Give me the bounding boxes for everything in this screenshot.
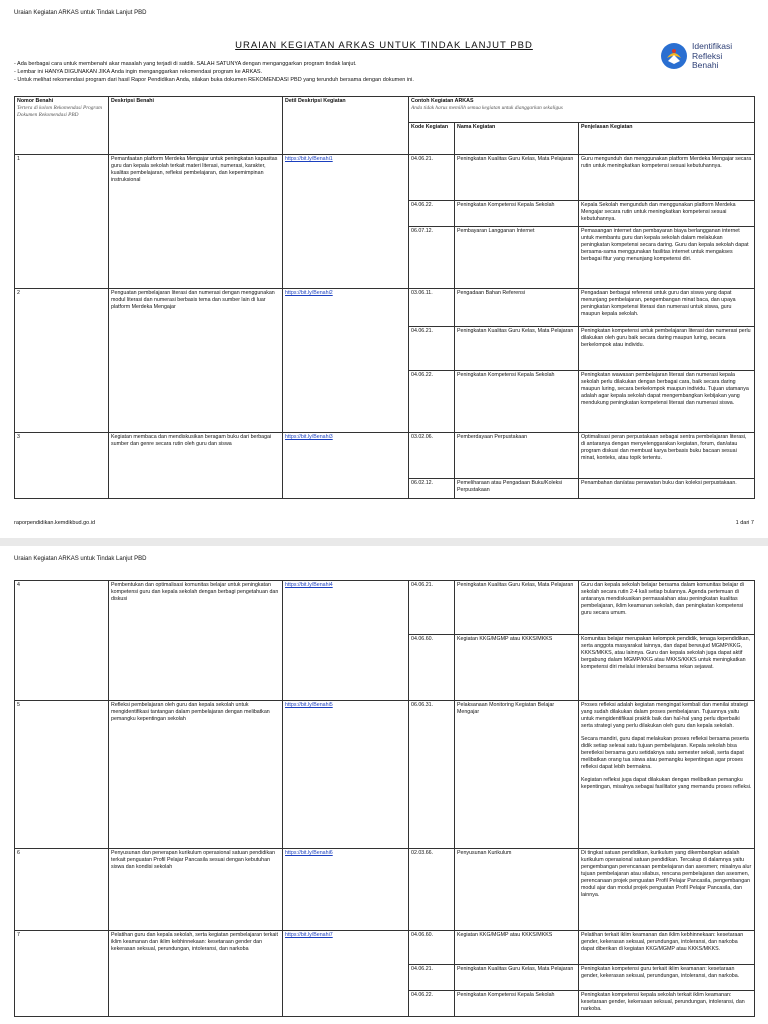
kode-kegiatan: 04.06.22. [409, 991, 455, 1017]
penjelasan-kegiatan: Penambahan dan/atau perawatan buku dan koleksi perpustakaan. [579, 479, 755, 499]
logo-line-refleksi: Refleksi [692, 50, 723, 61]
penjelasan-paragraph: Secara mandiri, guru dapat melakukan proses refleksi bersama peserta didik setiap selesai satu tujuan pembelajaran. Kepala sekolah bisa beretleksi bersama guru setidaknya satu semester sekali, serta dapat melibatkan orang tua siswa atau pemangku kepentingan agar proses refleksi dapat lebih bermakna. [581, 736, 749, 770]
table-row [15, 155, 755, 201]
footer-page-number: 1 dari 7 [735, 520, 754, 526]
header-nomor-benahi: Nomor Benahi Tertera di kolom Rekomendasi Program Dokumen Rekomendasi PBD [15, 97, 109, 155]
table-row [15, 433, 755, 479]
intro-bullet: - Ada berbagai cara untuk membenahi akar masalah yang terjadi di satdik. SALAH SATUNYA dengan menganggarkan program tindak lanjut. [14, 61, 357, 67]
nama-kegiatan: Pelaksanaan Monitoring Kegiatan Belajar Mengajar [455, 701, 579, 849]
nama-kegiatan: Peningkatan Kualitas Guru Kelas, Mata Pelajaran [455, 965, 579, 991]
benahi-description: Penyusunan dan penerapan kurikulum operasional satuan pendidikan terkait penguatan Profil Pelajar Pancasila sesuai dengan kebutuhan siswa dan kondisi sekolah [109, 849, 283, 931]
footer-url: raporpendidikan.kemdikbud.go.id [14, 520, 96, 526]
penjelasan-paragraph: Proses refleksi adalah kegiatan mengingat kembali dan menilai strategi yang sudah dilakukan dalam proses pembelajaran. Tujuannya yaitu untuk mengidentifikasi praktik baik dan hal-hal yang perlu diperbaiki serta strategi yang perlu dilakukan oleh guru dan kepala sekolah. [581, 702, 748, 729]
running-header: Uraian Kegiatan ARKAS untuk Tindak Lanjut PBD [14, 10, 147, 16]
penjelasan-kegiatan: Peningkatan kompetensi untuk pembelajaran literasi dan numerasi perlu dilakukan oleh guru baik secara daring maupun luring, secara berkelompok atau individu. [579, 327, 755, 371]
benahi-1-link[interactable]: https://bit.ly/Benahi1 [285, 156, 333, 162]
nama-kegiatan: Pemberdayaan Perpustakaan [455, 433, 579, 479]
benahi-3-link[interactable]: https://bit.ly/Benahi3 [285, 434, 333, 440]
benahi-table-page-2 [14, 580, 755, 1017]
penjelasan-kegiatan: Pengadaan berbagai referensi untuk guru dan siswa yang dapat menunjang pembelajaran, pengembangan minat baca, dan upaya peningkatan kompetensi literasi dan numerasi untuk siswa, guru maupun kepala sekolah. [579, 289, 755, 327]
header-penjelasan-kegiatan: Penjelasan Kegiatan [579, 123, 755, 155]
benahi-description: Pembentukan dan optimalisasi komunitas belajar untuk peningkatan kompetensi guru dan kepala sekolah dengan berbagi pengetahuan dan diskusi [109, 581, 283, 701]
benahi-description: Refleksi pembelajaran oleh guru dan kepala sekolah untuk mengidentifikasi tantangan dalam pembelajaran dengan melibatkan pemangku kepentingan sekolah [109, 701, 283, 849]
penjelasan-kegiatan [579, 701, 755, 849]
kode-kegiatan: 04.06.21. [409, 327, 455, 371]
kode-kegiatan: 04.06.22. [409, 371, 455, 433]
penjelasan-kegiatan: Di tingkat satuan pendidikan, kurikulum yang dikembangkan adalah kurikulum operasional satuan pendidikan. Tercakup di dalamnya yaitu pengembangan perencanaan pembelajaran dan asesmen; misalnya alur tujuan pembelajaran atau silabus, rencana pembelajaran dan asesmen, perencanaan projek penguatan Profil Pelajar Pancasila, pengembangan modul ajar dan modul projek penguatan Profil Pelajar Pancasila, dan lainnya. [579, 849, 755, 931]
logo-mark-icon [660, 42, 688, 70]
kode-kegiatan: 03.06.11. [409, 289, 455, 327]
kode-kegiatan: 04.06.21. [409, 965, 455, 991]
kode-kegiatan: 06.07.12. [409, 227, 455, 289]
benahi-4-link[interactable]: https://bit.ly/Benahi4 [285, 582, 333, 588]
header-detil-deskripsi: Detil Deskripsi Kegiatan [283, 97, 409, 155]
nama-kegiatan: Kegiatan KKG/MGMP atau KKKS/MKKS [455, 931, 579, 965]
benahi-description: Pemanfaatan platform Merdeka Mengajar untuk peningkatan kapasitas guru dan kepala sekolah terkait materi literasi, numerasi, karakter, kualitas pembelajaran, refleksi pembelajaran, dan kepemimpinan instruksional [109, 155, 283, 289]
nama-kegiatan: Peningkatan Kualitas Guru Kelas, Mata Pelajaran [455, 327, 579, 371]
logo-text [692, 42, 732, 71]
intro-bullet: - Untuk melihat rekomendasi program dari hasil Rapor Pendidikan Anda, silakan buka dokumen REKOMENDASI PBD yang terunduh bersama dengan dokumen ini. [14, 77, 414, 83]
benahi-table-page-1 [14, 96, 755, 499]
benahi-number: 6 [15, 849, 109, 931]
benahi-number: 7 [15, 931, 109, 1017]
benahi-number: 5 [15, 701, 109, 849]
benahi-description: Kegiatan membaca dan mendiskusikan beragam buku dari berbagai sumber dan genre secara rutin oleh guru dan siswa [109, 433, 283, 499]
kode-kegiatan: 04.06.60. [409, 635, 455, 701]
logo-line-identifikasi: Identifikasi [692, 41, 733, 51]
document-page-2 [0, 546, 768, 1024]
kode-kegiatan: 04.06.21. [409, 155, 455, 201]
penjelasan-kegiatan: Peningkatan kompetensi kepala sekolah terkait iklim keamanan: kesetaraan gender, kekerasan seksual, perundungan, intoleransi, dan narkoba. [579, 991, 755, 1017]
nama-kegiatan: Peningkatan Kualitas Guru Kelas, Mata Pelajaran [455, 581, 579, 635]
header-deskripsi-benahi: Deskripsi Benahi [109, 97, 283, 155]
kode-kegiatan: 06.06.31. [409, 701, 455, 849]
nama-kegiatan: Penyusunan Kurikulum [455, 849, 579, 931]
benahi-description: Penguatan pembelajaran literasi dan numerasi dengan menggunakan modul literasi dan numerasi berbasis tema dan sumber lain di luar platform Merdeka Mengajar [109, 289, 283, 433]
benahi-description: Pelatihan guru dan kepala sekolah, serta kegiatan pembelajaran terkait iklim keamanan dan iklim kebhinnekaan: kesetaraan gender dan kekerasan seksual, perundungan, intoleransi, dan narkoba [109, 931, 283, 1017]
benahi-5-link[interactable]: https://bit.ly/Benahi5 [285, 702, 333, 708]
nama-kegiatan: Pembayaran Langganan Internet [455, 227, 579, 289]
penjelasan-kegiatan: Kepala Sekolah mengunduh dan menggunakan platform Merdeka Mengajar secara rutin untuk meningkatkan kompetensi sesuai kebutuhannya. [579, 201, 755, 227]
benahi-number: 3 [15, 433, 109, 499]
penjelasan-kegiatan: Guru dan kepala sekolah belajar bersama dalam komunitas belajar di sekolah secara rutin 2-4 kali setiap bulannya. Agenda pertemuan di antaranya mendiskusikan permasalahan atau peningkatan kualitas pembelajaran, iklim keamanan sekolah, dan peningkatan kompetensi guru secara umum. [579, 581, 755, 635]
penjelasan-kegiatan: Komunitas belajar merupakan kelompok pendidik, tenaga kependidikan, serta anggota masyarakat lainnya, dan dapat berwujud MGMP/KKG, KKKS/MKKS, atau lainnya. Guru dan kepala sekolah juga dapat aktif bergabung dalam MGMP/KKG atau MKKS/KKKS untuk meningkatkan kompetensi diri melalui interaksi bersama rekan sejawat. [579, 635, 755, 701]
nama-kegiatan: Peningkatan Kualitas Guru Kelas, Mata Pelajaran [455, 155, 579, 201]
nama-kegiatan: Peningkatan Kompetensi Kepala Sekolah [455, 371, 579, 433]
intro-bullet: - Lembar ini HANYA DIGUNAKAN JIKA Anda ingin menganggarkan rekomendasi program ke ARKAS. [14, 69, 263, 75]
intro-bullets [14, 60, 654, 84]
nama-kegiatan: Pemeliharaan atau Pengadaan Buku/Koleksi Perpustakaan [455, 479, 579, 499]
penjelasan-paragraph: Kegiatan refleksi juga dapat dilakukan dengan melibatkan pemangku kepentingan, misalnya sebagai fasilitator yang memandu proses refleksi. [581, 777, 752, 790]
benahi-2-link[interactable]: https://bit.ly/Benahi2 [285, 290, 333, 296]
kode-kegiatan: 03.02.06. [409, 433, 455, 479]
kode-kegiatan: 06.02.12. [409, 479, 455, 499]
table-row [15, 289, 755, 327]
kode-kegiatan: 02.03.66. [409, 849, 455, 931]
penjelasan-kegiatan: Peningkatan kompetensi guru terkait iklim keamanan: kesetaraan gender, kekerasan seksual, perundungan, intoleransi, dan narkoba. [579, 965, 755, 991]
header-nama-kegiatan: Nama Kegiatan [455, 123, 579, 155]
table-row [15, 581, 755, 635]
benahi-number: 2 [15, 289, 109, 433]
penjelasan-kegiatan: Optimalisasi peran perpustakaan sebagai sentra pembelajaran literasi, di antaranya dengan menyelenggarakan kegiatan, forum, dan/atau program diskusi dan membuat karya berbasis buku bacaan sesuai minat, konteks, atau topik tertentu. [579, 433, 755, 479]
table-row [15, 849, 755, 931]
nama-kegiatan: Peningkatan Kompetensi Kepala Sekolah [455, 201, 579, 227]
kode-kegiatan: 04.06.21. [409, 581, 455, 635]
nama-kegiatan: Pengadaan Bahan Referensi [455, 289, 579, 327]
running-header: Uraian Kegiatan ARKAS untuk Tindak Lanjut PBD [14, 556, 147, 562]
table-row [15, 701, 755, 849]
penjelasan-kegiatan: Peningkatan wawasan pembelajaran literasi dan numerasi kepala sekolah perlu dilakukan dengan berbagai cara, baik secara daring maupun luring, secara berkelompok maupun individu. Tujuan utamanya adalah agar kepala sekolah dapat mengembangkan kebijakan yang mendukung peningkatan kompetensi literasi dan numerasi siswa. [579, 371, 755, 433]
benahi-7-link[interactable]: https://bit.ly/Benahi7 [285, 932, 333, 938]
benahi-6-link[interactable]: https://bit.ly/Benahi6 [285, 850, 333, 856]
kode-kegiatan: 04.06.22. [409, 201, 455, 227]
penjelasan-kegiatan: Guru mengunduh dan menggunakan platform Merdeka Mengajar secara rutin untuk meningkatkan kompetensi sesuai kebutuhannya. [579, 155, 755, 201]
penjelasan-kegiatan: Pelatihan terkait iklim keamanan dan iklim kebhinnekaan: kesetaraan gender, kekerasan seksual, perundungan, intoleransi, dan narkoba dapat diberikan di kegiatan KKG/MGMP atau KKKS/MKKS. [579, 931, 755, 965]
nama-kegiatan: Peningkatan Kompetensi Kepala Sekolah [455, 991, 579, 1017]
header-kode-kegiatan: Kode Kegiatan [409, 123, 455, 155]
document-title: URAIAN KEGIATAN ARKAS UNTUK TINDAK LANJUT PBD [235, 40, 533, 51]
penjelasan-kegiatan: Pemasangan internet dan pembayaran biaya berlangganan internet untuk membantu guru dan kepala sekolah dalam melakukan peningkatan kompetensi secara daring. Guru dan kepala sekolah dapat bersama-sama menggunakan fasilitas internet untuk mengakses berbagai fitur yang menunjang kompetensi diri. [579, 227, 755, 289]
header-contoh-kegiatan: Contoh Kegiatan ARKAS Anda tidak harus memilih semua kegiatan untuk dianggarkan sekaligus [409, 97, 755, 123]
logo-line-benahi: Benahi [692, 60, 719, 70]
nama-kegiatan: Kegiatan KKG/MGMP atau KKKS/MKKS [455, 635, 579, 701]
benahi-number: 1 [15, 155, 109, 289]
kode-kegiatan: 04.06.60. [409, 931, 455, 965]
benahi-number: 4 [15, 581, 109, 701]
table-row [15, 931, 755, 965]
identifikasi-refleksi-benahi-logo [660, 40, 750, 72]
